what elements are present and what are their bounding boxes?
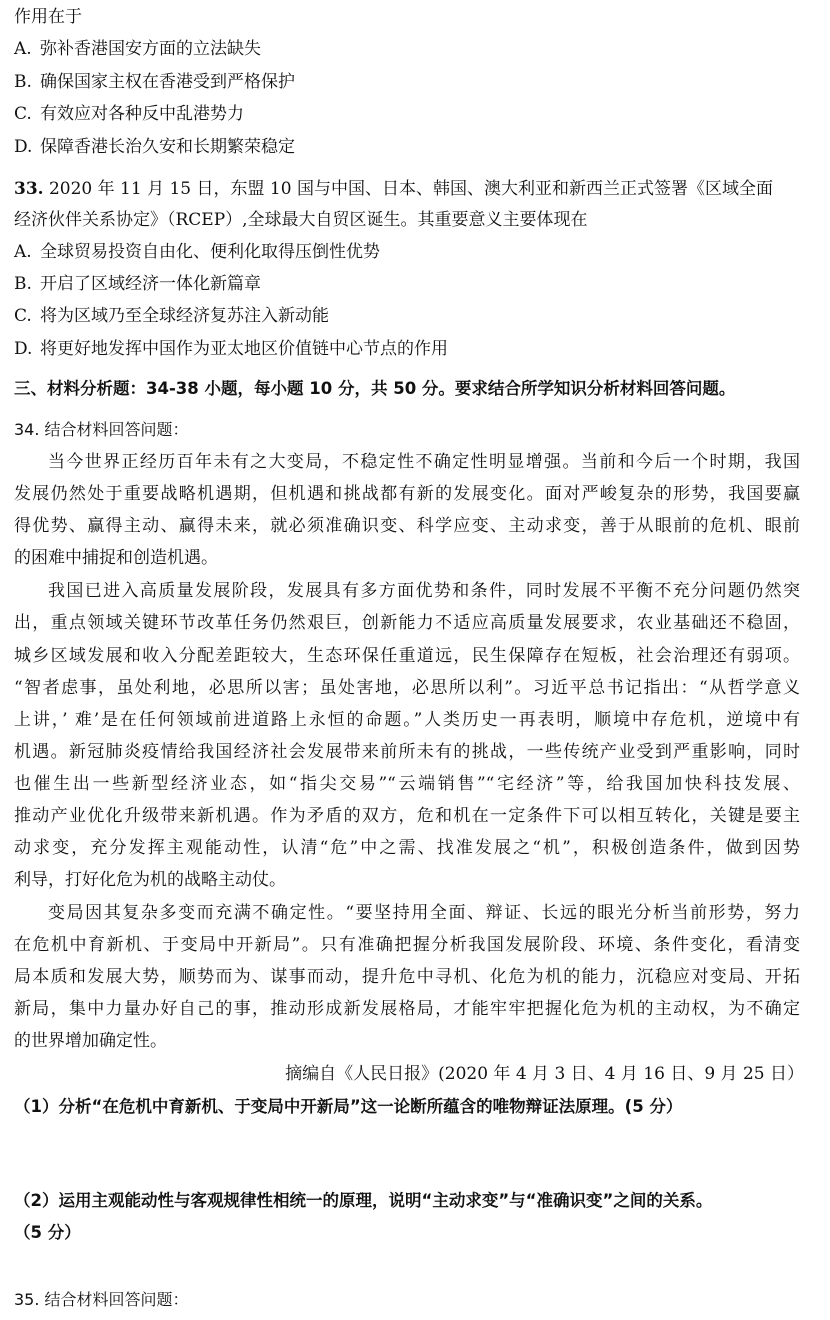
option-letter: A. [14, 242, 32, 262]
q33-stem-line-1 [14, 178, 773, 200]
q33-stem-line-2: 经济伙伴关系协定》（RCEP）,全球最大自贸区诞生。其重要意义主要体现在 [14, 210, 588, 230]
option-letter: C. [14, 104, 32, 124]
option-letter: B. [14, 72, 32, 92]
section-3-heading: 三、材料分析题：34-38 小题，每小题 10 分，共 50 分。要求结合所学知识分析材料回答问题。 [14, 379, 736, 398]
q34-sub-question-2-line-1: （2）运用主观能动性与客观规律性相统一的原理，说明“主动求变”与“准确识变”之间的关系。 [14, 1191, 713, 1210]
option-text: 确保国家主权在香港受到严格保护 [40, 72, 295, 92]
q34-paragraph-1-line-1: 当今世界正经历百年未有之大变局，不稳定性不确定性明显增强。当前和今后一个时期，我国 [48, 452, 800, 472]
option-letter: A. [14, 39, 32, 59]
q33-option-d [14, 338, 448, 360]
q34-paragraph-2-line-4: “智者虑事，虽处利地，必思所以害；虽处害地，必思所以利”。习近平总书记指出：“从哲学意义 [14, 678, 800, 698]
q34-paragraph-3-line-3: 局本质和发展大势，顺势而为、谋事而动，提升危中寻机、化危为机的能力，沉稳应对变局、开拓 [14, 967, 800, 987]
option-text: 将为区域乃至全球经济复苏注入新动能 [40, 306, 329, 326]
q34-paragraph-1-line-4: 的困难中捕捉和创造机遇。 [14, 548, 218, 568]
q34-heading: 34. 结合材料回答问题： [14, 420, 189, 439]
q34-paragraph-3-line-5: 的世界增加确定性。 [14, 1031, 167, 1051]
q34-paragraph-3-line-4: 新局，集中力量办好自己的事，推动形成新发展格局，才能牢牢把握化危为机的主动权，为不确定 [14, 999, 800, 1019]
q34-sub-question-2-line-2: （5 分） [14, 1223, 81, 1242]
q32-option-c [14, 103, 244, 125]
q34-paragraph-1-line-3: 得优势、赢得主动、赢得未来，就必须准确识变、科学应变、主动求变，善于从眼前的危机、眼前 [14, 516, 800, 536]
source-citation: 摘编自《人民日报》(2020 年 4 月 3 日、4 月 16 日、9 月 25 日） [285, 1064, 804, 1084]
q34-paragraph-2-line-2: 出，重点领域关键环节改革任务仍然艰巨，创新能力不适应高质量发展要求，农业基础还不稳固， [14, 613, 800, 633]
option-text: 开启了区域经济一体化新篇章 [40, 274, 261, 294]
q34-sub-question-1: （1）分析“在危机中育新机、于变局中开新局”这一论断所蕴含的唯物辩证法原理。(5 分） [14, 1097, 683, 1116]
q32-option-b [14, 71, 295, 93]
q33-option-c [14, 305, 329, 327]
question-number: 33. [14, 179, 44, 199]
option-text: 弥补香港国安方面的立法缺失 [40, 39, 261, 59]
q34-paragraph-2-line-7: 也催生出一些新型经济业态，如“指尖交易”“云端销售”“宅经济”等，给我国加快科技发展、 [14, 774, 800, 794]
option-text: 有效应对各种反中乱港势力 [40, 104, 244, 124]
q32-stem-tail: 作用在于 [14, 7, 82, 27]
q34-paragraph-1-line-2: 发展仍然处于重要战略机遇期，但机遇和挑战都有新的发展变化。面对严峻复杂的形势，我国要赢 [14, 484, 800, 504]
option-letter: D. [14, 137, 33, 157]
option-letter: D. [14, 339, 33, 359]
option-text: 保障香港长治久安和长期繁荣稳定 [40, 137, 295, 157]
q35-heading: 35. 结合材料回答问题： [14, 1290, 189, 1309]
option-letter: C. [14, 306, 32, 326]
q32-option-a [14, 38, 261, 60]
option-text: 将更好地发挥中国作为亚太地区价值链中心节点的作用 [40, 339, 448, 359]
q34-paragraph-2-line-8: 推动产业优化升级带来新机遇。作为矛盾的双方，危和机在一定条件下可以相互转化，关键是要主 [14, 806, 800, 826]
q34-paragraph-2-line-6: 机遇。新冠肺炎疫情给我国经济社会发展带来前所未有的挑战，一些传统产业受到严重影响，同时 [14, 742, 800, 762]
q34-paragraph-2-line-3: 城乡区域发展和收入分配差距较大，生态环保任重道远，民生保障存在短板，社会治理还有弱项。 [14, 646, 800, 666]
option-letter: B. [14, 274, 32, 294]
q33-option-a [14, 241, 380, 263]
option-text: 全球贸易投资自由化、便利化取得压倒性优势 [40, 242, 380, 262]
q34-paragraph-2-line-1: 我国已进入高质量发展阶段，发展具有多方面优势和条件，同时发展不平衡不充分问题仍然突 [48, 581, 800, 601]
q34-paragraph-2-line-10: 利导，打好化危为机的战略主动仗。 [14, 870, 286, 890]
q34-paragraph-3-line-2: 在危机中育新机、于变局中开新局”。只有准确把握分析我国发展阶段、环境、条件变化，看清变 [14, 935, 800, 955]
q34-paragraph-3-line-1: 变局因其复杂多变而充满不确定性。“要坚持用全面、辩证、长远的眼光分析当前形势，努力 [48, 903, 800, 923]
q33-option-b [14, 273, 261, 295]
q34-paragraph-2-line-5: 上讲，’ 难’是在任何领域前进道路上永恒的命题。”人类历史一再表明，顺境中存危机，逆境中有 [14, 710, 800, 730]
q33-stem-text: 2020 年 11 月 15 日，东盟 10 国与中国、日本、韩国、澳大利亚和新西兰正式签署《区域全面 [43, 179, 773, 199]
q32-option-d [14, 136, 295, 158]
q34-paragraph-2-line-9: 动求变，充分发挥主观能动性，认清“危”中之需、找准发展之“机”，积极创造条件，做到因势 [14, 838, 800, 858]
